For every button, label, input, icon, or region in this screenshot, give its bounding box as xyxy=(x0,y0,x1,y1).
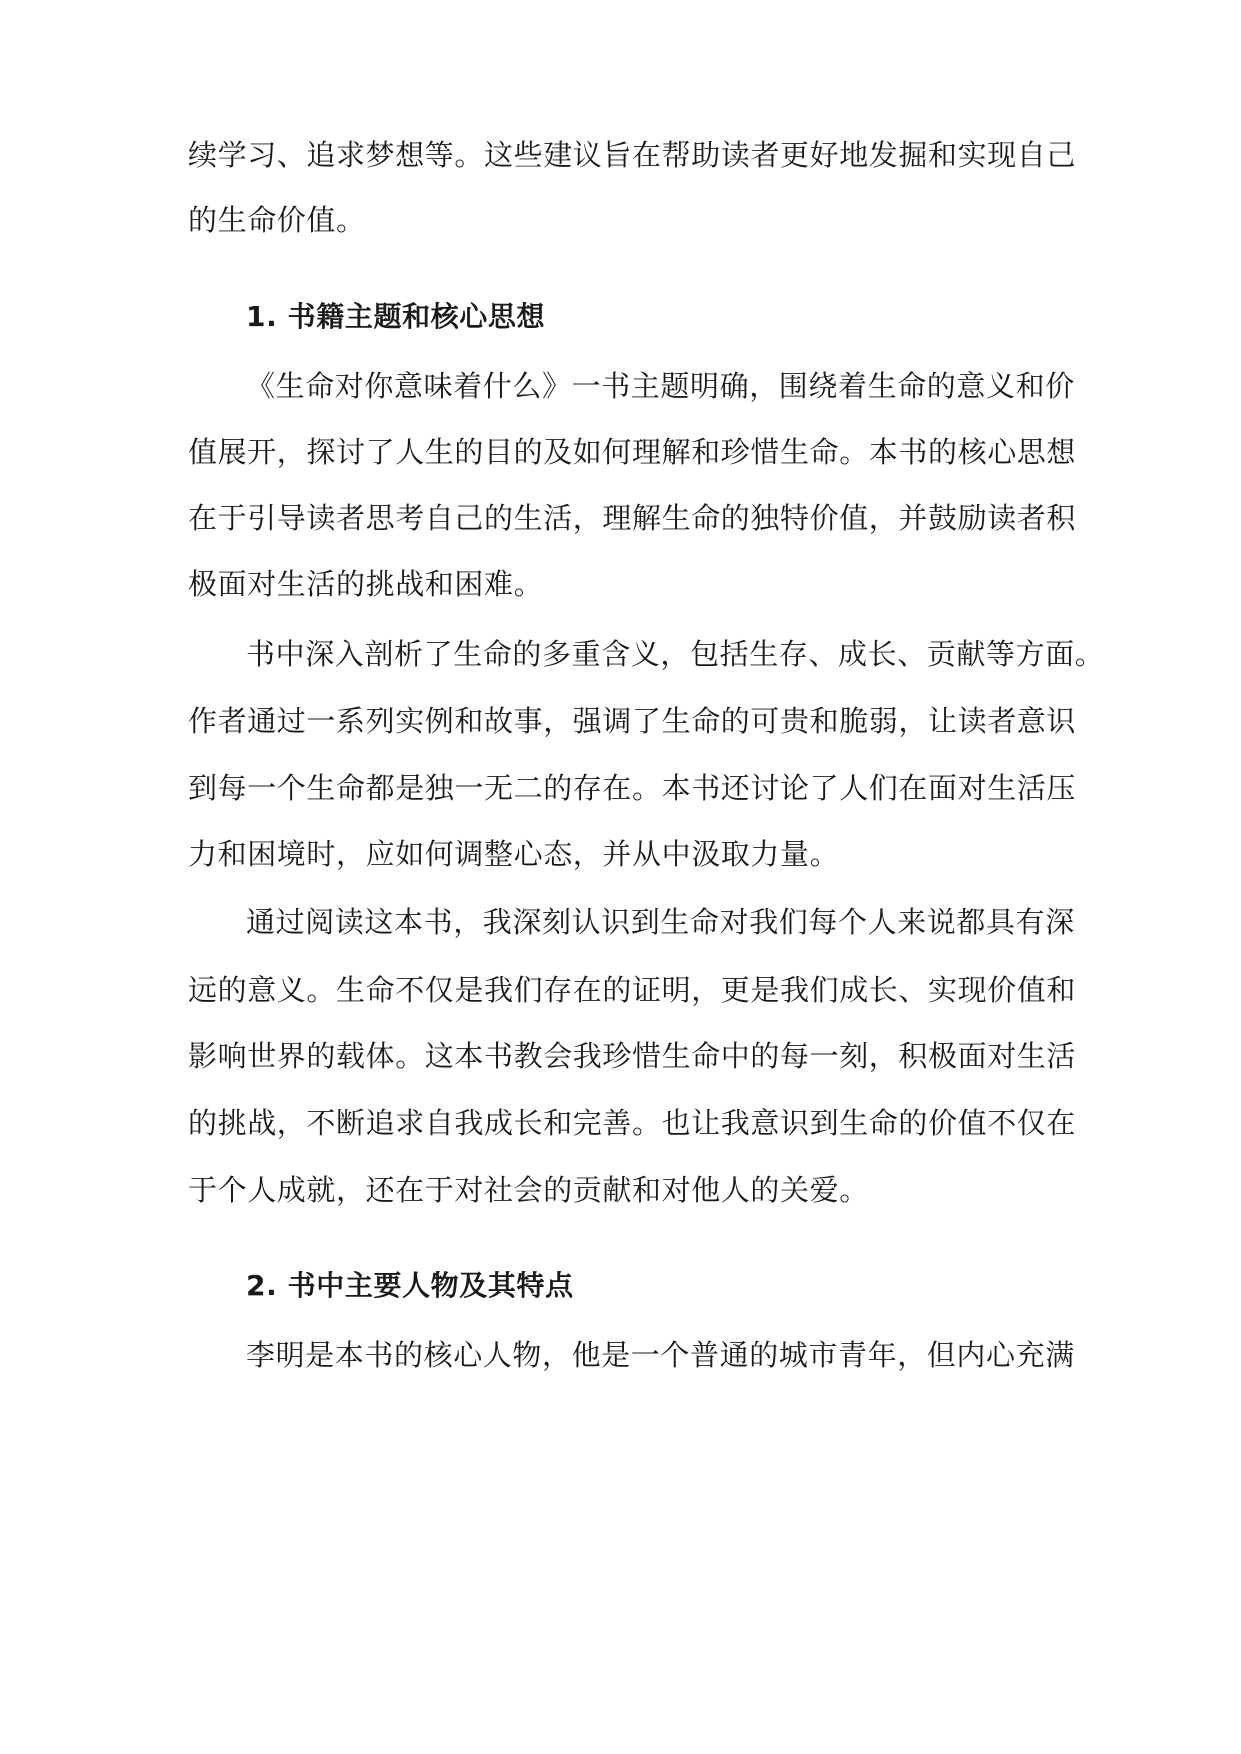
section-1-para-3-line-5: 于个人成就，还在于对社会的贡献和对他人的关爱。 xyxy=(188,1173,869,1207)
section-1-para-1-line-1: 《生命对你意味着什么》一书主题明确，围绕着生命的意义和价 xyxy=(246,369,1075,403)
section-1-para-3-line-1: 通过阅读这本书，我深刻认识到生命对我们每个人来说都具有深 xyxy=(246,905,1075,939)
section-1-para-3-line-3: 影响世界的载体。这本书教会我珍惜生命中的每一刻，积极面对生活 xyxy=(188,1039,1077,1073)
section-1-para-3-line-2: 远的意义。生命不仅是我们存在的证明，更是我们成长、实现价值和 xyxy=(188,973,1077,1007)
intro-line-1: 续学习、追求梦想等。这些建议旨在帮助读者更好地发掘和实现自己 xyxy=(188,138,1077,172)
section-1-para-2-line-3: 到每一个生命都是独一无二的存在。本书还讨论了人们在面对生活压 xyxy=(188,771,1077,805)
section-2-para-1-line-1: 李明是本书的核心人物，他是一个普通的城市青年，但内心充满 xyxy=(246,1338,1075,1372)
section-2-heading: 2. 书中主要人物及其特点 xyxy=(246,1269,574,1302)
section-1-para-2-line-2: 作者通过一系列实例和故事，强调了生命的可贵和脆弱，让读者意识 xyxy=(188,704,1077,738)
section-1-para-2-line-4: 力和困境时，应如何调整心态，并从中汲取力量。 xyxy=(188,837,840,871)
section-1-para-1-line-2: 值展开，探讨了人生的目的及如何理解和珍惜生命。本书的核心思想 xyxy=(188,435,1077,469)
section-1-para-2-line-1: 书中深入剖析了生命的多重含义，包括生存、成长、贡献等方面。 xyxy=(246,637,1105,671)
section-1-heading: 1. 书籍主题和核心思想 xyxy=(246,300,546,333)
section-1-para-1-line-3: 在于引导读者思考自己的生活，理解生命的独特价值，并鼓励读者积 xyxy=(188,501,1077,535)
intro-line-2: 的生命价值。 xyxy=(188,203,366,237)
section-1-para-3-line-4: 的挑战，不断追求自我成长和完善。也让我意识到生命的价值不仅在 xyxy=(188,1106,1077,1140)
section-1-para-1-line-4: 极面对生活的挑战和困难。 xyxy=(188,567,544,601)
